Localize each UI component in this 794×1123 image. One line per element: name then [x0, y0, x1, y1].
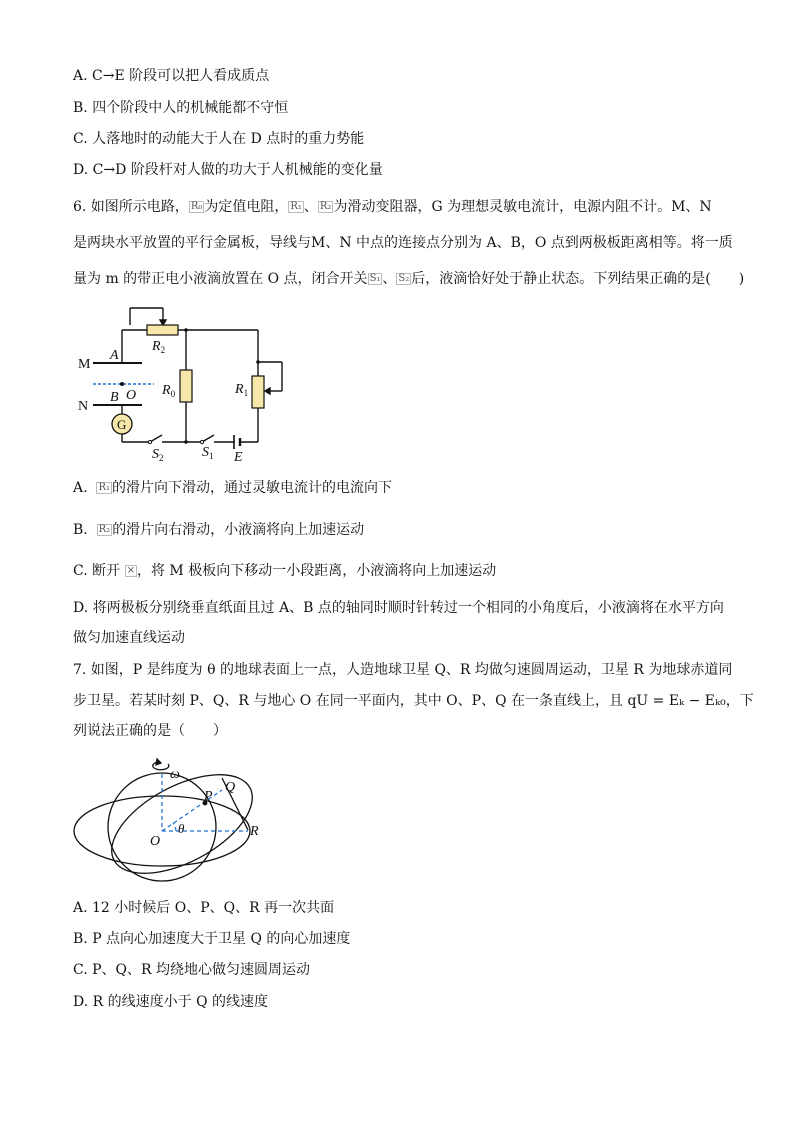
- circuit-diagram: [70, 298, 300, 466]
- label-r2: $R_2$: [152, 339, 166, 355]
- q6-option-a: A. R₁ 的滑片向下滑动，通过灵敏电流计的电流向下: [73, 480, 393, 496]
- q7-stem-line1: 7. 如图，P 是纬度为 θ 的地球表面上一点，人造地球卫星 Q、R 均做匀速圆周运动，卫星 R 为地球赤道同: [73, 662, 733, 678]
- q7-option-a: A. 12 小时候后 O、P、Q、R 再一次共面: [73, 900, 335, 916]
- q6-option-c: C. 断开 × ，将 M 极板向下移动一小段距离，小液滴将向上加速运动: [73, 563, 497, 579]
- junction-dot: [184, 440, 188, 444]
- resistor-r1: [252, 376, 264, 408]
- label-a: A: [110, 348, 119, 363]
- r1-glyph: R₁: [98, 482, 111, 493]
- r2-glyph: R₂: [98, 524, 111, 535]
- label-p: P: [204, 789, 213, 804]
- label-r0: $R_0$: [162, 383, 176, 399]
- label-o: O: [126, 388, 137, 403]
- label-n: N: [78, 399, 89, 414]
- resistor-r2: [147, 325, 178, 335]
- r0-glyph: R₀: [190, 201, 203, 212]
- earth-orbit-figure: [72, 752, 272, 888]
- q5-option-d: D. C→D 阶段杆对人做的功大于人机械能的变化量: [73, 162, 383, 178]
- switch-s2-contact: [148, 440, 151, 443]
- label-omega: ω: [170, 767, 180, 782]
- q5-option-a: A. C→E 阶段可以把人看成质点: [73, 68, 270, 84]
- q7-option-d: D. R 的线速度小于 Q 的线速度: [73, 994, 268, 1010]
- s2-glyph: S₂: [398, 273, 410, 284]
- q7-stem-line2: 步卫星。若某时刻 P、Q、R 与地心 O 在同一平面内，其中 O、P、Q 在一条直线上，且 qU = Eₖ − Eₖ₀，下: [73, 693, 754, 709]
- junction-dot: [256, 360, 260, 364]
- q6-stem-line1: 6. 如图所示电路， R₀ 为定值电阻， R₁ 、 R₂ 为滑动变阻器，G 为理想灵敏电流计，电源内阻不计。M、N: [73, 199, 712, 215]
- q5-option-c: C. 人落地时的动能大于人在 D 点时的重力势能: [73, 131, 365, 147]
- s1-glyph: S₁: [369, 273, 381, 284]
- q7-option-c: C. P、Q、R 均绕地心做匀速圆周运动: [73, 962, 311, 978]
- q7-option-b: B. P 点向心加速度大于卫星 Q 的向心加速度: [73, 931, 351, 947]
- label-r: R: [250, 824, 259, 839]
- label-e: E: [234, 450, 243, 465]
- label-s2: $S_2$: [152, 447, 164, 463]
- junction-dot: [184, 328, 188, 332]
- label-q: Q: [225, 780, 236, 795]
- label-b: B: [110, 390, 119, 405]
- s2-glyph: ×: [126, 565, 135, 576]
- label-r1: $R_1$: [235, 382, 249, 398]
- label-theta: θ: [178, 821, 185, 836]
- r2-glyph: R₂: [319, 201, 332, 212]
- label-m: M: [78, 357, 91, 372]
- droplet-o: [120, 382, 124, 386]
- resistor-r0: [180, 370, 192, 402]
- q5-option-b: B. 四个阶段中人的机械能都不守恒: [73, 100, 289, 116]
- q6-option-d-line2: 做匀加速直线运动: [73, 630, 185, 646]
- q6-option-d-line1: D. 将两极板分别绕垂直纸面且过 A、B 点的轴同时顺时针转过一个相同的小角度后，小液滴将在水平方向: [73, 600, 724, 616]
- q6-option-b: B. R₂ 的滑片向右滑动，小液滴将向上加速运动: [73, 522, 365, 538]
- label-s1: $S_1$: [202, 445, 214, 461]
- label-g: G: [117, 417, 127, 432]
- q6-stem-line3: 量为 m 的带正电小液滴放置在 O 点，闭合开关 S₁ 、 S₂ 后，液滴恰好处于静止状态。下列结果正确的是( ): [73, 271, 745, 287]
- label-o: O: [150, 834, 161, 849]
- r1-glyph: R₁: [290, 201, 302, 212]
- switch-s1-contact: [200, 440, 203, 443]
- q7-stem-line3: 列说法正确的是（ ）: [73, 723, 227, 739]
- q6-stem-line2: 是两块水平放置的平行金属板，导线与M、N 中点的连接点分别为 A、B，O 点到两极板距离相等。将一质: [73, 235, 733, 251]
